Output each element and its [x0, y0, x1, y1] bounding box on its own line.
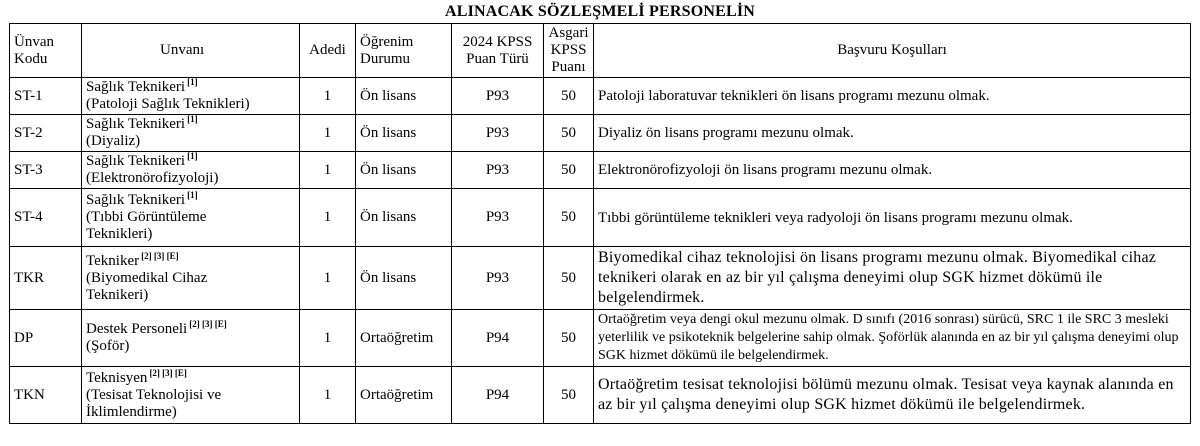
table-row [10, 115, 1191, 152]
cell-code: ST-1 [10, 78, 82, 115]
cell-min-score: 50 [544, 247, 594, 310]
cell-kpss-type: P93 [452, 189, 544, 247]
table-row [10, 189, 1191, 247]
header-conditions: Başvuru Koşulları [594, 24, 1191, 78]
cell-min-score: 50 [544, 310, 594, 367]
cell-count: 1 [300, 367, 356, 424]
cell-min-score: 50 [544, 115, 594, 152]
cell-conditions: Tıbbi görüntüleme teknikleri veya radyoloji ön lisans programı mezunu olmak. [594, 189, 1191, 247]
cell-title: Tekniker [2] [3] [E] (Biyomedikal Cihaz Teknikeri) [82, 247, 300, 310]
table-row [10, 310, 1191, 367]
cell-conditions: Ortaöğretim tesisat teknolojisi bölümü mezunu olmak. Tesisat veya kaynak alanında en az bir yıl çalışma deneyimi olup SGK hizmet dökümü ile belgelendirmek. [594, 367, 1191, 424]
cell-conditions: Elektronörofizyoloji ön lisans programı mezunu olmak. [594, 152, 1191, 189]
cell-kpss-type: P94 [452, 310, 544, 367]
cell-kpss-type: P94 [452, 367, 544, 424]
cell-kpss-type: P93 [452, 152, 544, 189]
cell-title: Sağlık Teknikeri [1] (Elektronörofizyoloji) [82, 152, 300, 189]
cell-education: Ortaöğretim [356, 367, 452, 424]
cell-min-score: 50 [544, 152, 594, 189]
cell-count: 1 [300, 78, 356, 115]
header-min-score: Asgari KPSS Puanı [544, 24, 594, 78]
header-name: Unvanı [82, 24, 300, 78]
cell-count: 1 [300, 310, 356, 367]
cell-count: 1 [300, 115, 356, 152]
cell-education: Ön lisans [356, 247, 452, 310]
cell-min-score: 50 [544, 189, 594, 247]
cell-count: 1 [300, 152, 356, 189]
header-code: Ünvan Kodu [10, 24, 82, 78]
personnel-table [9, 23, 1191, 424]
cell-code: ST-2 [10, 115, 82, 152]
page-title: ALINACAK SÖZLEŞMELİ PERSONELİN [444, 3, 756, 20]
cell-min-score: 50 [544, 367, 594, 424]
cell-education: Ön lisans [356, 78, 452, 115]
cell-education: Ön lisans [356, 152, 452, 189]
cell-min-score: 50 [544, 78, 594, 115]
cell-conditions: Patoloji laboratuvar teknikleri ön lisans programı mezunu olmak. [594, 78, 1191, 115]
cell-code: ST-3 [10, 152, 82, 189]
table-row [10, 78, 1191, 115]
cell-code: DP [10, 310, 82, 367]
cell-conditions: Biyomedikal cihaz teknolojisi ön lisans programı mezunu olmak. Biyomedikal cihaz teknikeri olarak en az bir yıl çalışma deneyimi olup SGK hizmet dökümü ile belgelendirmek. [594, 247, 1191, 310]
table-row [10, 367, 1191, 424]
cell-conditions: Diyaliz ön lisans programı mezunu olmak. [594, 115, 1191, 152]
cell-code: TKN [10, 367, 82, 424]
cell-conditions: Ortaöğretim veya dengi okul mezunu olmak. D sınıfı (2016 sonrası) sürücü, SRC 1 ile SRC 3 mesleki yeterlilik ve psikoteknik belgelerine sahip olmak. Şoförlük alanında en az bir yıl çalışma deneyimi olup SGK hizmet dökümü ile belgelendirmek. [594, 310, 1191, 367]
cell-count: 1 [300, 247, 356, 310]
cell-title: Teknisyen [2] [3] [E] (Tesisat Teknolojisi ve İklimlendirme) [82, 367, 300, 424]
cell-title: Sağlık Teknikeri [1] (Tıbbi Görüntüleme Teknikleri) [82, 189, 300, 247]
header-education: Öğrenim Durumu [356, 24, 452, 78]
cell-title: Sağlık Teknikeri [1] (Diyaliz) [82, 115, 300, 152]
header-count: Adedi [300, 24, 356, 78]
cell-education: Ön lisans [356, 189, 452, 247]
cell-title: Sağlık Teknikeri [1] (Patoloji Sağlık Teknikleri) [82, 78, 300, 115]
table-row [10, 247, 1191, 310]
cell-count: 1 [300, 189, 356, 247]
cell-kpss-type: P93 [452, 78, 544, 115]
cell-title: Destek Personeli [2] [3] [E] (Şoför) [82, 310, 300, 367]
cell-kpss-type: P93 [452, 247, 544, 310]
header-kpss-type: 2024 KPSS Puan Türü [452, 24, 544, 78]
cell-education: Ön lisans [356, 115, 452, 152]
table-header-row [10, 24, 1191, 78]
cell-code: TKR [10, 247, 82, 310]
table-row [10, 152, 1191, 189]
cell-code: ST-4 [10, 189, 82, 247]
cell-kpss-type: P93 [452, 115, 544, 152]
cell-education: Ortaöğretim [356, 310, 452, 367]
